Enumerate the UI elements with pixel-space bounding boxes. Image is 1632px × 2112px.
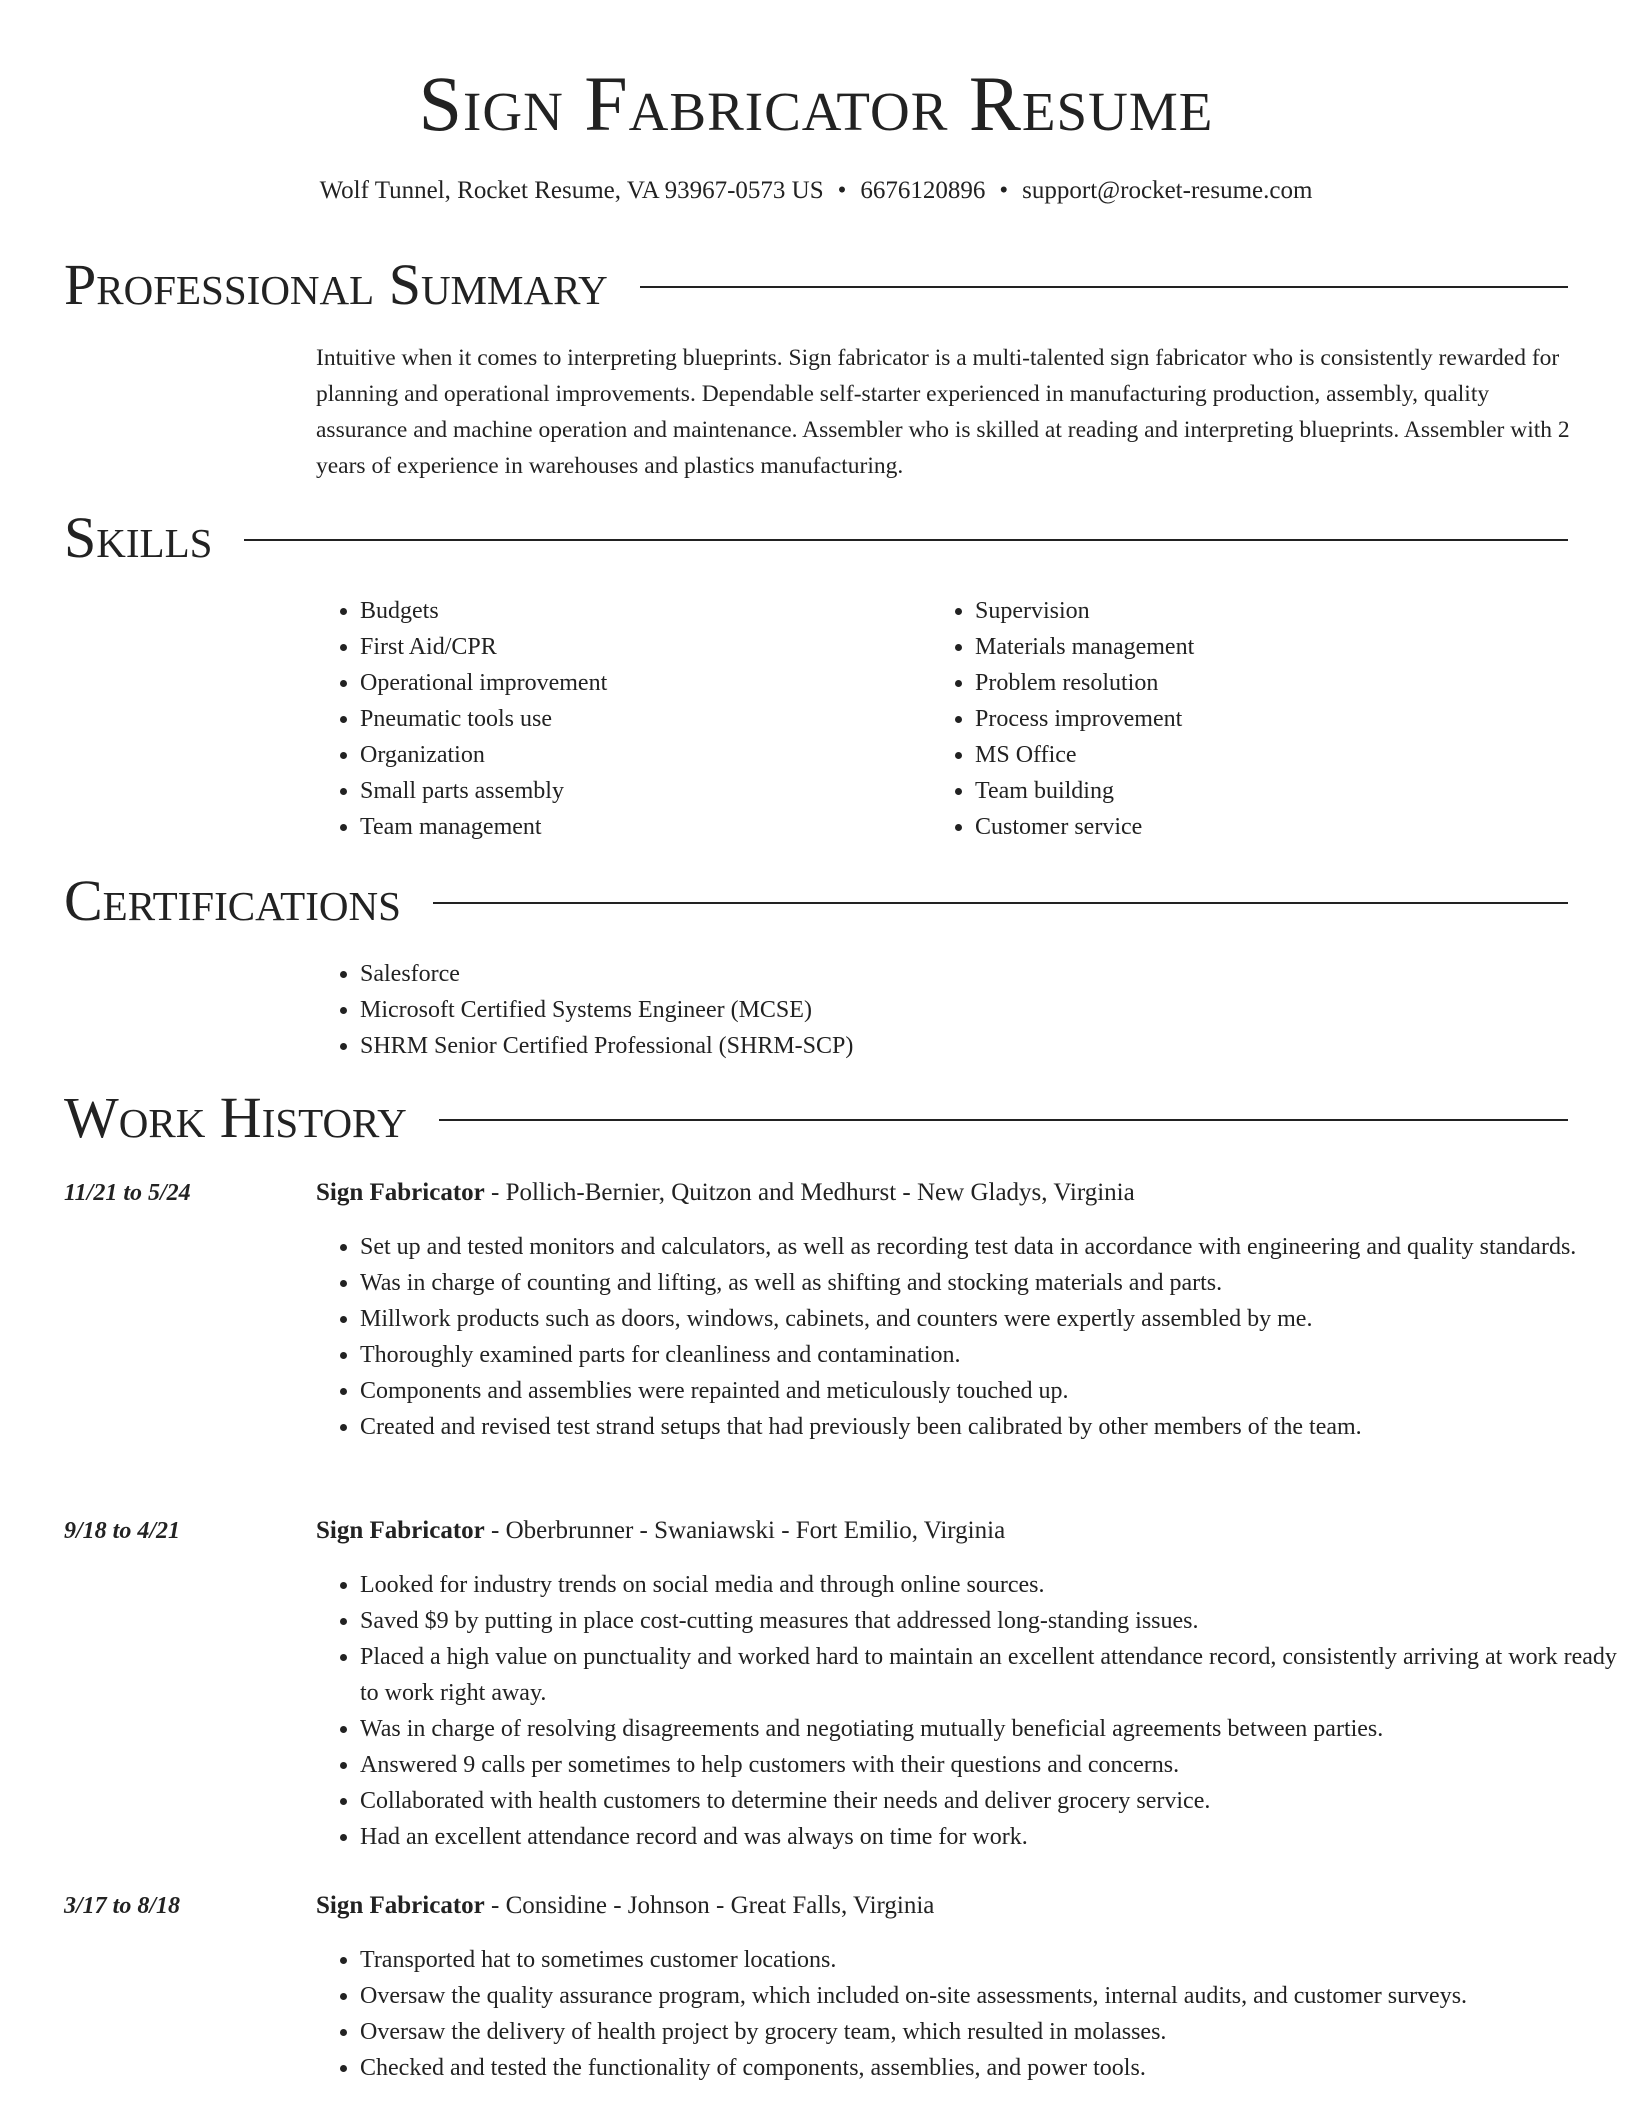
skill-item: • Customer service: [975, 809, 1194, 845]
section-heading: Skills: [64, 505, 213, 570]
skill-item: • Operational improvement: [360, 665, 607, 701]
skill-item: • Pneumatic tools use: [360, 701, 607, 737]
job-title: Sign Fabricator: [316, 1517, 485, 1544]
contact-email: support@rocket-resume.com: [1022, 177, 1313, 204]
section-header-summary: [64, 250, 1568, 320]
contact-line: [0, 174, 1632, 208]
skill-item: • MS Office: [975, 737, 1194, 773]
job-bullet: • Checked and tested the functionality of components, assemblies, and power tools.: [360, 2050, 1620, 2086]
contact-address: Wolf Tunnel, Rocket Resume, VA 93967-0573 US: [319, 177, 824, 204]
job-bullet: • Oversaw the delivery of health project by grocery team, which resulted in molasses.: [360, 2014, 1620, 2050]
skill-item: • Materials management: [975, 629, 1194, 665]
job-bullets: [316, 1229, 1620, 1445]
skill-item: • Supervision: [975, 593, 1194, 629]
job-dates: 11/21 to 5/24: [64, 1180, 191, 1206]
section-heading: Work History: [64, 1085, 407, 1150]
job-bullet: • Collaborated with health customers to determine their needs and deliver grocery service.: [360, 1783, 1620, 1819]
job-bullet: • Was in charge of counting and lifting, as well as shifting and stocking materials and parts.: [360, 1265, 1620, 1301]
certifications-list: [316, 956, 853, 1064]
skills-list-left: [316, 593, 607, 845]
job-bullets: [316, 1567, 1620, 1855]
certification-item: • Salesforce: [360, 956, 853, 992]
section-divider: [244, 539, 1568, 541]
certification-item: • SHRM Senior Certified Professional (SHRM-SCP): [360, 1028, 853, 1064]
job-bullet: • Answered 9 calls per sometimes to help customers with their questions and concerns.: [360, 1747, 1620, 1783]
job-bullet: • Saved $9 by putting in place cost-cutting measures that addressed long-standing issues.: [360, 1603, 1620, 1639]
job-bullet: • Set up and tested monitors and calculators, as well as recording test data in accordance with engineering and quality standards.: [360, 1229, 1620, 1265]
job-title-line: [316, 1888, 934, 1924]
contact-phone: 6676120896: [860, 177, 986, 204]
job-title: Sign Fabricator: [316, 1179, 485, 1206]
skill-item: • Organization: [360, 737, 607, 773]
resume-title: Sign Fabricator Resume: [418, 60, 1214, 147]
job-employer: - Considine - Johnson - Great Falls, Virginia: [484, 1892, 935, 1919]
summary-text: Intuitive when it comes to interpreting blueprints. Sign fabricator is a multi-talented sign fabricator who is consistently rewarded for planning and operational improvements. Dependable self-starter experienced in manufacturing production, assembly, quality assurance and machine operation and maintenance. Assembler who is skilled at reading and interpreting blueprints. Assembler with 2 years of experience in warehouses and plastics manufacturing.: [316, 345, 1570, 479]
job-bullet: • Created and revised test strand setups that had previously been calibrated by other members of the team.: [360, 1409, 1620, 1445]
job-dates: 3/17 to 8/18: [64, 1893, 181, 1919]
job-bullet: • Had an excellent attendance record and was always on time for work.: [360, 1819, 1620, 1855]
job-bullets: [316, 1942, 1620, 2086]
job-bullet: • Oversaw the quality assurance program, which included on-site assessments, internal audits, and customer surveys.: [360, 1978, 1620, 2014]
skill-item: • Team building: [975, 773, 1194, 809]
section-heading: Certifications: [64, 868, 401, 933]
job-employer: - Oberbrunner - Swaniawski - Fort Emilio, Virginia: [484, 1517, 1006, 1544]
section-heading: Professional Summary: [64, 252, 608, 317]
section-divider: [439, 1119, 1568, 1121]
job-dates: 9/18 to 4/21: [64, 1518, 181, 1544]
skill-item: • First Aid/CPR: [360, 629, 607, 665]
skills-list-right: [931, 593, 1194, 845]
section-divider: [433, 902, 1568, 904]
job-bullet: • Looked for industry trends on social media and through online sources.: [360, 1567, 1620, 1603]
skill-item: • Team management: [360, 809, 607, 845]
job-employer: - Pollich-Bernier, Quitzon and Medhurst - New Gladys, Virginia: [484, 1179, 1135, 1206]
job-bullet: • Millwork products such as doors, windows, cabinets, and counters were expertly assembled by me.: [360, 1301, 1620, 1337]
certification-item: • Microsoft Certified Systems Engineer (MCSE): [360, 992, 853, 1028]
section-header-work-history: [64, 1083, 1568, 1153]
job-title: Sign Fabricator: [316, 1892, 485, 1919]
skill-item: • Process improvement: [975, 701, 1194, 737]
job-title-line: [316, 1513, 1005, 1549]
section-header-skills: [64, 503, 1568, 573]
contact-separator: •: [999, 177, 1009, 204]
section-divider: [640, 286, 1568, 288]
job-bullet: • Components and assemblies were repainted and meticulously touched up.: [360, 1373, 1620, 1409]
job-bullet: • Placed a high value on punctuality and worked hard to maintain an excellent attendance record, consistently arriving at work ready to work right away.: [360, 1639, 1620, 1711]
skill-item: • Budgets: [360, 593, 607, 629]
job-bullet: • Thoroughly examined parts for cleanliness and contamination.: [360, 1337, 1620, 1373]
job-bullet: • Was in charge of resolving disagreements and negotiating mutually beneficial agreements between parties.: [360, 1711, 1620, 1747]
section-header-certifications: [64, 866, 1568, 936]
skill-item: • Problem resolution: [975, 665, 1194, 701]
job-title-line: [316, 1175, 1135, 1211]
contact-separator: •: [837, 177, 847, 204]
job-bullet: • Transported hat to sometimes customer locations.: [360, 1942, 1620, 1978]
skill-item: • Small parts assembly: [360, 773, 607, 809]
